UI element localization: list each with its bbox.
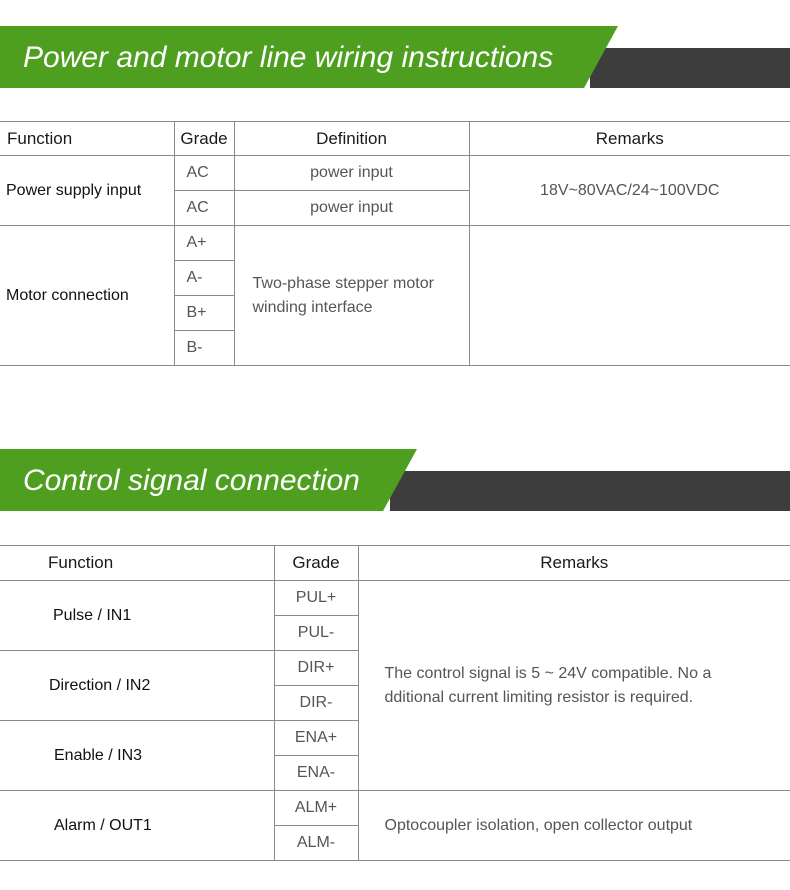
header-function: Function bbox=[0, 546, 274, 581]
wiring-table bbox=[0, 121, 790, 366]
grade-cell: A- bbox=[174, 261, 234, 296]
table-row bbox=[0, 791, 790, 826]
definition-line: winding interface bbox=[252, 298, 373, 316]
section-banner-control bbox=[0, 449, 790, 511]
grade-cell: AC bbox=[174, 156, 234, 191]
banner-green-tip bbox=[584, 26, 618, 88]
remarks-line: dditional current limiting resistor is required. bbox=[384, 688, 694, 706]
header-definition: Definition bbox=[234, 122, 469, 156]
section-banner-wiring bbox=[0, 26, 790, 88]
table-header-row bbox=[0, 122, 790, 156]
grade-cell: ENA- bbox=[274, 756, 358, 791]
table-row bbox=[0, 581, 790, 616]
function-direction: Direction / IN2 bbox=[0, 651, 274, 721]
grade-cell: AC bbox=[174, 191, 234, 226]
function-pulse: Pulse / IN1 bbox=[0, 581, 274, 651]
section-title: Control signal connection bbox=[23, 464, 360, 497]
table-header-row bbox=[0, 546, 790, 581]
control-signal-table bbox=[0, 545, 790, 861]
definition-cell: power input bbox=[234, 156, 469, 191]
header-remarks: Remarks bbox=[358, 546, 790, 581]
remarks-line: The control signal is 5 ~ 24V compatible. No a bbox=[384, 664, 712, 682]
header-grade: Grade bbox=[174, 122, 234, 156]
header-remarks: Remarks bbox=[469, 122, 790, 156]
grade-cell: ALM- bbox=[274, 826, 358, 861]
grade-cell: A+ bbox=[174, 226, 234, 261]
function-enable: Enable / IN3 bbox=[0, 721, 274, 791]
banner-green-tip bbox=[383, 449, 417, 511]
remarks-motor bbox=[469, 226, 790, 366]
remarks-input-signal bbox=[358, 581, 790, 791]
remarks-power: 18V~80VAC/24~100VDC bbox=[469, 156, 790, 226]
function-alarm: Alarm / OUT1 bbox=[0, 791, 274, 861]
definition-line: Two-phase stepper motor bbox=[252, 274, 434, 292]
definition-cell: power input bbox=[234, 191, 469, 226]
function-power-supply: Power supply input bbox=[0, 156, 174, 226]
grade-cell: DIR- bbox=[274, 686, 358, 721]
grade-cell: ENA+ bbox=[274, 721, 358, 756]
grade-cell: B+ bbox=[174, 296, 234, 331]
remarks-output-signal: Optocoupler isolation, open collector output bbox=[358, 791, 790, 861]
banner-dark-stripe bbox=[390, 471, 790, 511]
grade-cell: ALM+ bbox=[274, 791, 358, 826]
banner-dark-stripe bbox=[590, 48, 790, 88]
header-function: Function bbox=[0, 122, 174, 156]
grade-cell: PUL- bbox=[274, 616, 358, 651]
table-row bbox=[0, 156, 790, 191]
table-row bbox=[0, 226, 790, 261]
function-motor-connection: Motor connection bbox=[0, 226, 174, 366]
grade-cell: PUL+ bbox=[274, 581, 358, 616]
grade-cell: B- bbox=[174, 331, 234, 366]
section-title: Power and motor line wiring instructions bbox=[23, 41, 554, 74]
definition-motor bbox=[234, 226, 469, 366]
header-grade: Grade bbox=[274, 546, 358, 581]
grade-cell: DIR+ bbox=[274, 651, 358, 686]
